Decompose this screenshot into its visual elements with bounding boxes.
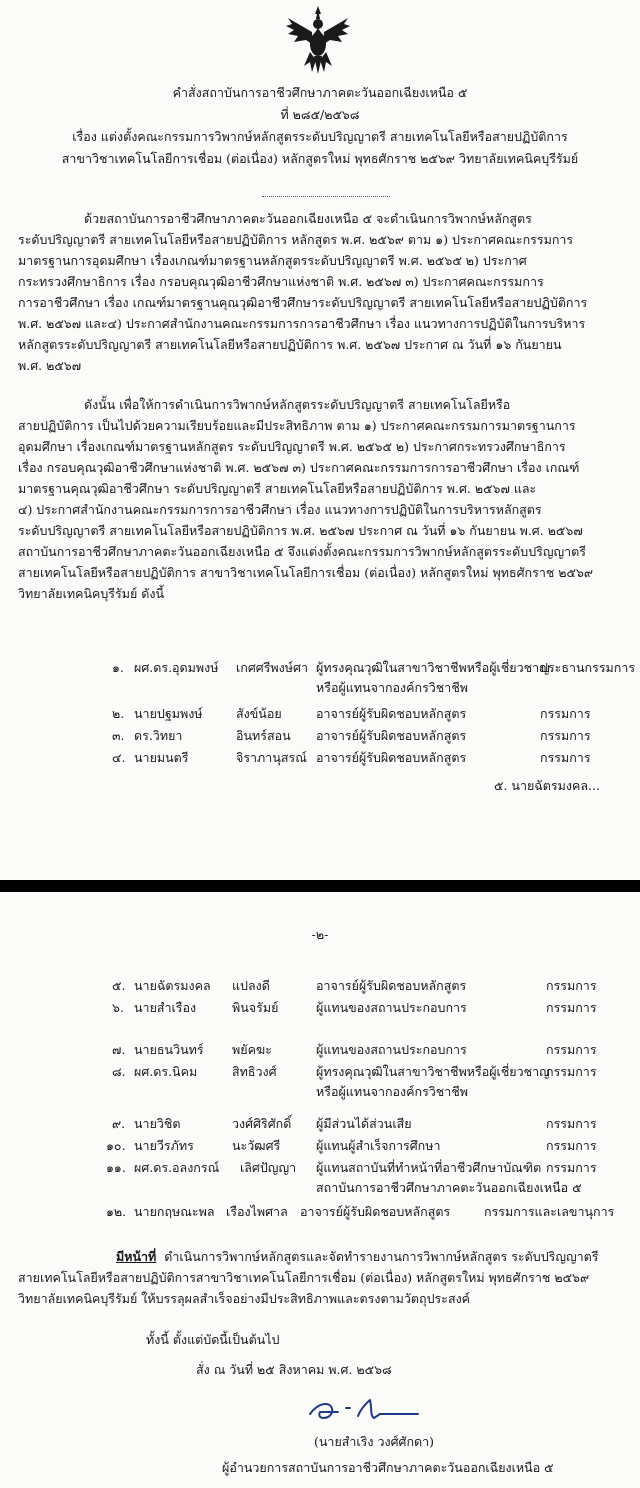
member-position: กรรมการ [540, 728, 591, 743]
duty-line: วิทยาลัยเทคนิคบุรีรัมย์ ให้บรรลุผลสำเร็จอย่างมีประสิทธิภาพและตรงตามวัตถุประสงค์ [18, 1291, 471, 1306]
signer-name: (นายสำเริง วงศ์ศักดา) [314, 1434, 435, 1449]
paragraph-2-line: สถาบันการอาชีวศึกษาภาคตะวันออกเฉียงเหนือ ๕ จึงแต่งตั้งคณะกรรมการวิพากษ์หลักสูตรระดับปริญญาตรี [18, 544, 587, 559]
member-position: กรรมการ [546, 1116, 597, 1131]
paragraph-2 [18, 394, 618, 604]
paragraph-1-line: ด้วยสถาบันการอาชีวศึกษาภาคตะวันออกเฉียงเหนือ ๕ จะดำเนินการวิพากษ์หลักสูตร [84, 211, 532, 226]
signer-title: ผู้อำนวยการสถาบันการอาชีวศึกษาภาคตะวันออกเฉียงเหนือ ๕ [222, 1460, 554, 1475]
order-date: สั่ง ณ วันที่ ๒๕ สิงหาคม พ.ศ. ๒๕๖๘ [196, 1362, 392, 1377]
header-divider [262, 196, 390, 197]
paragraph-2-line: วิทยาลัยเทคนิคบุรีรัมย์ ดังนี้ [18, 586, 165, 601]
continuation-note: ๕. นายฉัตรมงคล... [494, 778, 600, 793]
member-role: ผู้ทรงคุณวุฒิในสาขาวิชาชีพหรือผู้เชี่ยวชาญ [316, 660, 550, 675]
member-name: นายปฐมพงษ์ [134, 706, 203, 721]
member-position: กรรมการ [546, 1160, 597, 1175]
member-surname: เลิศปัญญา [240, 1160, 297, 1175]
member-surname: สังข์น้อย [236, 706, 282, 721]
paragraph-2-line: มาตรฐานคุณวุฒิอาชีวศึกษา ระดับปริญญาตรี สายเทคโนโลยีหรือสายปฏิบัติการ พ.ศ. ๒๕๖๗ และ [18, 481, 537, 496]
member-number: ๙. [112, 1116, 126, 1131]
member-number: ๗. [112, 1042, 126, 1057]
member-role-line-2: หรือผู้แทนจากองค์กรวิชาชีพ [316, 680, 469, 695]
member-row [0, 748, 640, 768]
member-name: ผศ.ดร.อลงกรณ์ [134, 1160, 220, 1175]
member-row [0, 998, 640, 1018]
member-surname: เรืองไพศาล [226, 1204, 288, 1219]
member-role: อาจารย์ผู้รับผิดชอบหลักสูตร [316, 706, 467, 721]
paragraph-2-line: ๔) ประกาศสำนักงานคณะกรรมการการอาชีวศึกษา เรื่อง แนวทางการปฏิบัติในการบริหารหลักสูตร [18, 502, 542, 517]
member-position: กรรมการ [546, 1064, 597, 1079]
member-number: ๑๒. [106, 1204, 127, 1219]
duty-paragraph [18, 1246, 618, 1309]
member-surname: นะวัฒศรี [232, 1138, 281, 1153]
member-surname: จิราภานุสรณ์ [236, 750, 307, 765]
member-position: กรรมการ [546, 1042, 597, 1057]
member-surname: สิทธิวงศ์ [232, 1064, 277, 1079]
member-number: ๖. [112, 1000, 124, 1015]
member-row [0, 658, 640, 695]
paragraph-2-line: สายเทคโนโลยีหรือสายปฏิบัติการ สาขาวิชาเทคโนโลยีการเชื่อม (ต่อเนื่อง) หลักสูตรใหม่ พุทธศักราช ๒๕๖๙ [18, 565, 594, 580]
member-role: ผู้แทนผู้สำเร็จการศึกษา [316, 1138, 441, 1153]
order-number: ที่ ๒๘๕/๒๕๖๘ [280, 107, 360, 122]
paragraph-1-line: มาตรฐานการอุดมศึกษา เรื่องเกณฑ์มาตรฐานหลักสูตรระดับปริญญาตรี พ.ศ. ๒๕๖๕ ๒) ประกาศ [18, 253, 527, 268]
member-number: ๑. [112, 660, 124, 675]
duty-line: ดำเนินการวิพากษ์หลักสูตรและจัดทำรายงานการวิพากษ์หลักสูตร ระดับปริญญาตรี [164, 1249, 599, 1264]
member-role-line-2: สถาบันการอาชีวศึกษาภาคตะวันออกเฉียงเหนือ ๕ [316, 1180, 582, 1195]
member-position: กรรมการ [540, 706, 591, 721]
member-name: ดร.วิทยา [134, 728, 183, 743]
member-name: ผศ.ดร.นิคม [134, 1064, 198, 1079]
member-name: นายวีรภัทร [134, 1138, 194, 1153]
member-role: ผู้แทนของสถานประกอบการ [316, 1042, 467, 1057]
member-role: ผู้แทนของสถานประกอบการ [316, 1000, 467, 1015]
member-role: อาจารย์ผู้รับผิดชอบหลักสูตร [316, 978, 467, 993]
paragraph-2-line: สายปฏิบัติการ เป็นไปด้วยความเรียบร้อยและมีประสิทธิภาพ ตาม ๑) ประกาศคณะกรรมการมาตรฐานการ [18, 418, 576, 433]
member-surname: แปลงดี [232, 978, 270, 993]
member-row [0, 1202, 640, 1222]
member-row [0, 1158, 640, 1195]
member-name: นายสำเรือง [134, 1000, 197, 1015]
member-role: อาจารย์ผู้รับผิดชอบหลักสูตร [300, 1204, 451, 1219]
page-separator [0, 880, 640, 892]
member-position: กรรมการ [546, 978, 597, 993]
signature-icon [306, 1394, 426, 1426]
duty-line: สายเทคโนโลยีหรือสายปฏิบัติการสาขาวิชาเทคโนโลยีการเชื่อม (ต่อเนื่อง) หลักสูตรใหม่ พุทธศักราช ๒๕๖๙ [18, 1270, 590, 1285]
member-number: ๘. [112, 1064, 126, 1079]
member-surname: อินทร์สอน [236, 728, 291, 743]
paragraph-1-line: การอาชีวศึกษา เรื่อง เกณฑ์มาตรฐานคุณวุฒิอาชีวศึกษาระดับปริญญาตรี สายเทคโนโลยีหรือสายปฏิบัติการ [18, 295, 588, 310]
member-position: กรรมการ [540, 750, 591, 765]
member-name: นายธนวินทร์ [134, 1042, 204, 1057]
page-number: -๒- [311, 927, 329, 942]
member-row [0, 1062, 640, 1099]
garuda-emblem-icon [282, 4, 354, 76]
paragraph-2-line: อุดมศึกษา เรื่องเกณฑ์มาตรฐานหลักสูตร ระดับปริญญาตรี พ.ศ. ๒๕๖๕ ๒) ประกาศกระทรวงศึกษาธิการ [18, 439, 566, 454]
paragraph-2-line: ระดับปริญญาตรี สายเทคโนโลยีหรือสายปฏิบัติการ พ.ศ. ๒๕๖๗ ประกาศ ณ วันที่ ๑๖ กันยายน พ.ศ. ๒๕๖๗ [18, 523, 583, 538]
member-row [0, 1136, 640, 1156]
member-name: นายฉัตรมงคล [134, 978, 211, 993]
member-row [0, 704, 640, 724]
effective-statement: ทั้งนี้ ตั้งแต่บัดนี้เป็นต้นไป [146, 1332, 280, 1347]
member-name: ผศ.ดร.อุดมพงษ์ [134, 660, 219, 675]
member-name: นายมนตรี [134, 750, 189, 765]
order-header: คำสั่งสถาบันการอาชีวศึกษาภาคตะวันออกเฉียงเหนือ ๕ [172, 85, 468, 100]
member-role: อาจารย์ผู้รับผิดชอบหลักสูตร [316, 728, 467, 743]
member-number: ๑๐. [106, 1138, 126, 1153]
member-number: ๑๑. [106, 1160, 126, 1175]
order-subject-line-1: เรื่อง แต่งตั้งคณะกรรมการวิพากษ์หลักสูตรระดับปริญญาตรี สายเทคโนโลยีหรือสายปฏิบัติการ [72, 129, 568, 144]
paragraph-1-line: ระดับปริญญาตรี สายเทคโนโลยีหรือสายปฏิบัติการ หลักสูตร พ.ศ. ๒๕๖๙ ตาม ๑) ประกาศคณะกรรมการ [18, 232, 574, 247]
member-surname: พยัคฆะ [232, 1042, 272, 1057]
member-number: ๒. [112, 706, 125, 721]
paragraph-1-line: กระทรวงศึกษาธิการ เรื่อง กรอบคุณวุฒิอาชีวศึกษาแห่งชาติ พ.ศ. ๒๕๖๗ ๓) ประกาศคณะกรรมการ [18, 274, 544, 289]
member-surname: เกศศรีพงษ์ศา [236, 660, 308, 675]
paragraph-2-line: ดังนั้น เพื่อให้การดำเนินการวิพากษ์หลักสูตรระดับปริญญาตรี สายเทคโนโลยีหรือ [84, 397, 511, 412]
member-role-line-2: หรือผู้แทนจากองค์กรวิชาชีพ [316, 1084, 469, 1099]
member-row [0, 976, 640, 996]
order-subject-line-2: สาขาวิชาเทคโนโลยีการเชื่อม (ต่อเนื่อง) หลักสูตรใหม่ พุทธศักราช ๒๕๖๙ วิทยาลัยเทคนิคบุรีรัมย์ [61, 151, 579, 166]
member-row [0, 1114, 640, 1134]
member-role: อาจารย์ผู้รับผิดชอบหลักสูตร [316, 750, 467, 765]
member-role: ผู้ทรงคุณวุฒิในสาขาวิชาชีพหรือผู้เชี่ยวชาญ [316, 1064, 550, 1079]
paragraph-1 [18, 208, 618, 376]
member-name: นายกฤษณะพล [134, 1204, 215, 1219]
paragraph-1-line: พ.ศ. ๒๕๖๗ และ๔) ประกาศสำนักงานคณะกรรมการการอาชีวศึกษา เรื่อง แนวทางการปฏิบัติในการบริหาร [18, 316, 586, 331]
member-position: กรรมการและเลขานุการ [484, 1204, 615, 1219]
member-position: ประธานกรรมการ [540, 660, 636, 675]
member-position: กรรมการ [546, 1000, 597, 1015]
member-row [0, 1040, 640, 1060]
paragraph-2-line: เรื่อง กรอบคุณวุฒิอาชีวศึกษาแห่งชาติ พ.ศ. ๒๕๖๗ ๓) ประกาศคณะกรรมการการอาชีวศึกษา เรื่อง เกณฑ์ [18, 460, 580, 475]
duty-label: มีหน้าที่ [116, 1249, 157, 1264]
member-name: นายวิชิต [134, 1116, 181, 1131]
member-position: กรรมการ [546, 1138, 597, 1153]
member-number: ๕. [112, 978, 126, 993]
member-surname: พินจรัมย์ [232, 1000, 279, 1015]
member-row [0, 726, 640, 746]
member-role: ผู้มีส่วนได้ส่วนเสีย [316, 1116, 412, 1131]
paragraph-1-line: หลักสูตรระดับปริญญาตรี สายเทคโนโลยีหรือสายปฏิบัติการ พ.ศ. ๒๕๖๗ ประกาศ ณ วันที่ ๑๖ กันยายน [18, 337, 562, 352]
member-role: ผู้แทนสถาบันที่ทำหน้าที่อาชีวศึกษาบัณฑิต [316, 1160, 542, 1175]
member-number: ๔. [112, 750, 126, 765]
member-surname: วงศ์ศิริศักดิ์ [232, 1116, 292, 1131]
paragraph-1-line: พ.ศ. ๒๕๖๗ [18, 358, 82, 373]
member-number: ๓. [112, 728, 125, 743]
